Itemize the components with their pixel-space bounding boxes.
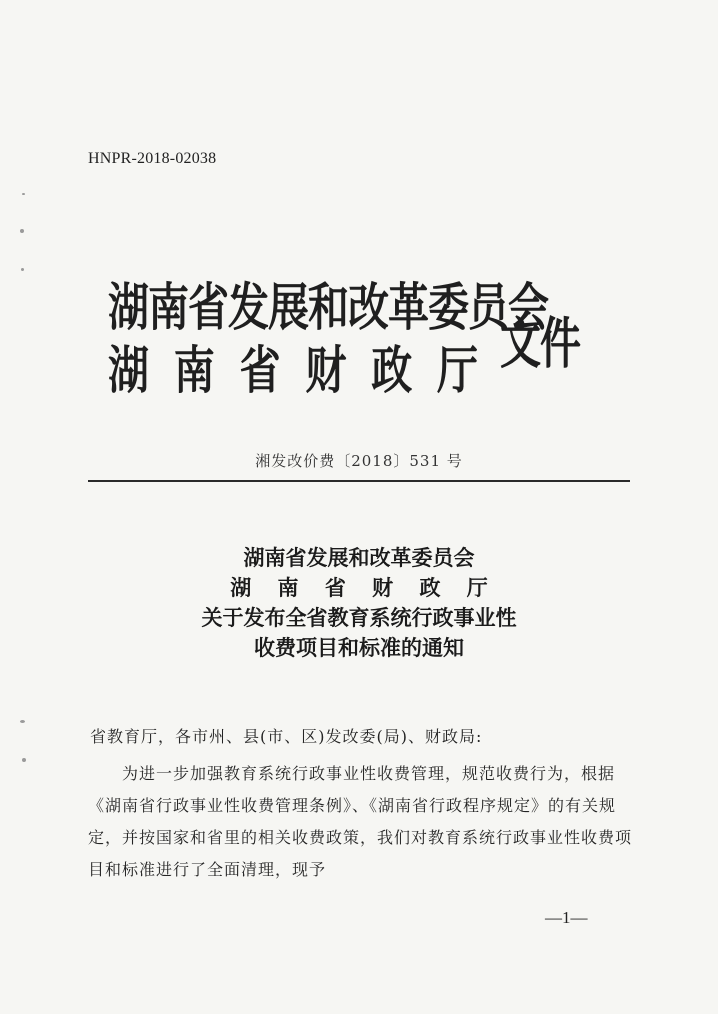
title-char: 厅: [466, 575, 488, 600]
header-issuer-char: 政: [371, 340, 413, 401]
title-line-1: 湖南省发展和改革委员会: [243, 545, 475, 570]
title-char: 省: [324, 575, 346, 600]
header-suffix: 文件: [500, 311, 580, 376]
header-issuer-char: 湖: [108, 340, 149, 401]
title-char: 财: [372, 575, 394, 600]
scan-speck: [22, 193, 25, 195]
scan-speck: [20, 720, 25, 723]
title-line-3: 关于发布全省教育系统行政事业性: [201, 605, 517, 630]
title-char: 政: [419, 575, 441, 600]
salutation: 省教育厅，各市州、县(市、区)发改委(局)、财政局:: [90, 727, 483, 746]
title-line-4: 收费项目和标准的通知: [254, 635, 464, 660]
notice-title: [0, 543, 718, 663]
scan-speck: [22, 758, 26, 762]
header-divider: [88, 480, 630, 482]
body-paragraph: [88, 758, 634, 886]
reference-number: 湘发改价费〔2018〕531 号: [255, 452, 463, 470]
scan-speck: [21, 268, 24, 271]
header-issuer-line-1: 湖南省发展和改革委员会: [108, 277, 548, 338]
scan-speck: [20, 229, 24, 233]
title-char: 南: [277, 575, 299, 600]
title-line-2: [0, 573, 718, 603]
header-issuer-char: 财: [305, 340, 347, 401]
document-code: HNPR-2018-02038: [88, 150, 217, 167]
header-issuer-char: 厅: [436, 340, 478, 401]
header-issuer-char: 省: [239, 340, 281, 401]
title-char: 湖: [230, 575, 252, 600]
body-text: 为进一步加强教育系统行政事业性收费管理，规范收费行为，根据《湖南省行政事业性收费管理条例》、《湖南省行政程序规定》的有关规定，并按国家和省里的相关收费政策，我们对教育系统行政事业性收费项目和标准进行了全面清理，现予: [88, 764, 633, 879]
page-number: —1—: [545, 908, 588, 927]
header-issuer-char: 南: [173, 340, 215, 401]
document-header: [108, 266, 588, 406]
header-issuer-line-2: [108, 329, 478, 403]
